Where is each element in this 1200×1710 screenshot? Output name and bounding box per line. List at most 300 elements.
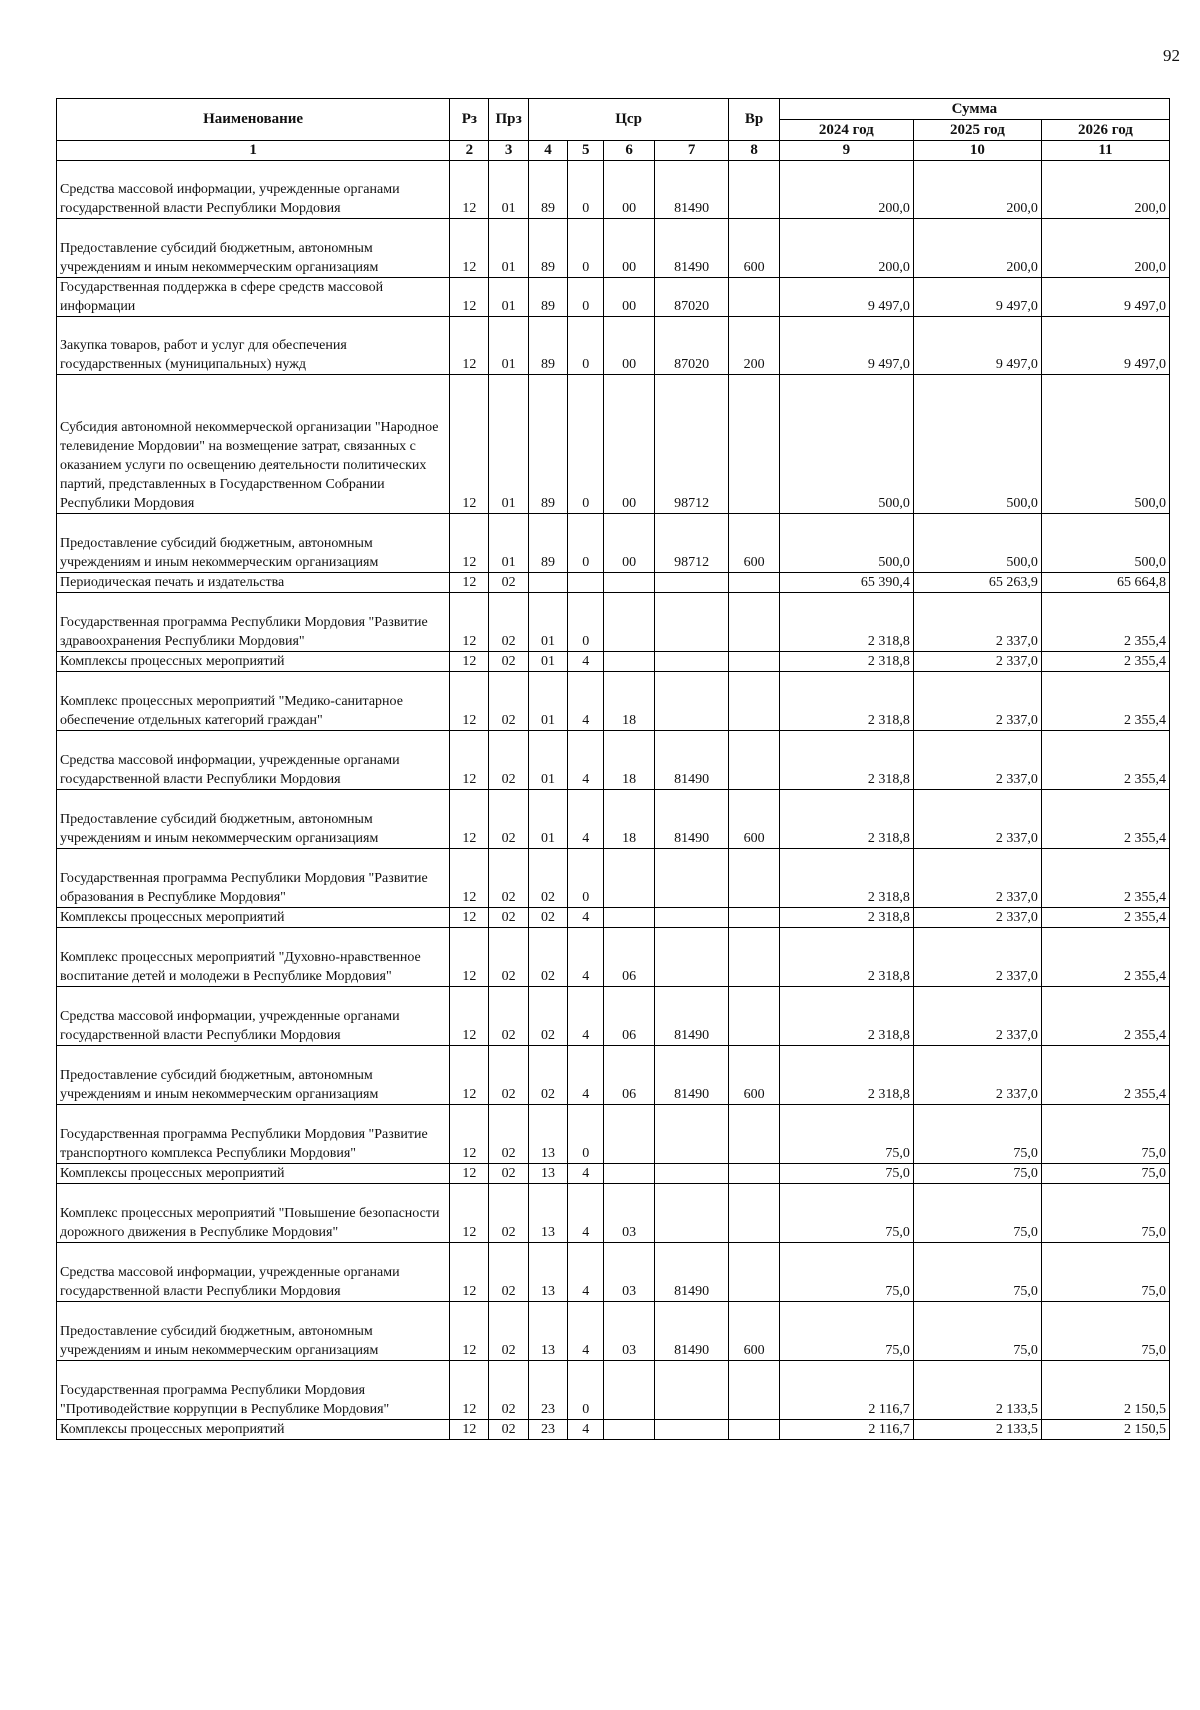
cell-csr-direction — [654, 849, 729, 908]
cell-prz: 02 — [489, 573, 528, 593]
row-name: Государственная поддержка в сфере средств массовой информации — [57, 278, 450, 317]
cell-csr-direction — [654, 1184, 729, 1243]
cell-csr-program: 13 — [528, 1105, 567, 1164]
cell-sum-2024: 2 318,8 — [779, 928, 913, 987]
column-number: 1 — [57, 141, 450, 161]
cell-rz: 12 — [450, 219, 489, 278]
cell-sum-2025: 2 337,0 — [913, 928, 1041, 987]
cell-vr — [729, 375, 779, 514]
row-name: Предоставление субсидий бюджетным, автономным учреждениям и иным некоммерческим организациям — [57, 1302, 450, 1361]
cell-sum-2026: 75,0 — [1041, 1184, 1169, 1243]
cell-sum-2026: 2 355,4 — [1041, 790, 1169, 849]
table-row — [57, 928, 1170, 987]
cell-rz: 12 — [450, 1184, 489, 1243]
table-row — [57, 1243, 1170, 1302]
cell-csr-group: 06 — [604, 928, 654, 987]
cell-sum-2024: 75,0 — [779, 1105, 913, 1164]
cell-csr-type: 0 — [568, 849, 604, 908]
cell-csr-direction: 87020 — [654, 317, 729, 375]
cell-csr-program — [528, 573, 567, 593]
cell-rz: 12 — [450, 573, 489, 593]
cell-sum-2025: 2 337,0 — [913, 849, 1041, 908]
column-numbers-row — [57, 141, 1170, 161]
column-number: 8 — [729, 141, 779, 161]
budget-table — [56, 98, 1170, 1440]
cell-csr-direction — [654, 593, 729, 652]
cell-csr-direction — [654, 928, 729, 987]
table-row — [57, 790, 1170, 849]
cell-sum-2025: 75,0 — [913, 1243, 1041, 1302]
cell-sum-2024: 2 318,8 — [779, 908, 913, 928]
cell-vr — [729, 1361, 779, 1420]
cell-prz: 02 — [489, 1164, 528, 1184]
cell-prz: 02 — [489, 652, 528, 672]
cell-rz: 12 — [450, 375, 489, 514]
table-row — [57, 908, 1170, 928]
cell-vr: 200 — [729, 317, 779, 375]
row-name: Средства массовой информации, учрежденные органами государственной власти Республики Мордовия — [57, 731, 450, 790]
cell-sum-2025: 9 497,0 — [913, 278, 1041, 317]
cell-csr-program: 89 — [528, 161, 567, 219]
column-number: 4 — [528, 141, 567, 161]
row-name: Комплексы процессных мероприятий — [57, 652, 450, 672]
cell-sum-2026: 2 355,4 — [1041, 1046, 1169, 1105]
header-sum: Сумма — [779, 99, 1169, 120]
table-row — [57, 278, 1170, 317]
cell-sum-2024: 2 318,8 — [779, 1046, 913, 1105]
cell-sum-2024: 2 116,7 — [779, 1420, 913, 1440]
cell-sum-2026: 9 497,0 — [1041, 317, 1169, 375]
cell-prz: 01 — [489, 514, 528, 573]
cell-vr — [729, 1184, 779, 1243]
row-name: Государственная программа Республики Мордовия "Развитие транспортного комплекса Республики Мордовия" — [57, 1105, 450, 1164]
cell-vr: 600 — [729, 1046, 779, 1105]
row-name: Средства массовой информации, учрежденные органами государственной власти Республики Мордовия — [57, 1243, 450, 1302]
cell-sum-2026: 2 355,4 — [1041, 908, 1169, 928]
cell-prz: 01 — [489, 161, 528, 219]
table-row — [57, 573, 1170, 593]
cell-csr-type: 0 — [568, 1361, 604, 1420]
cell-csr-direction — [654, 1105, 729, 1164]
cell-csr-type: 0 — [568, 514, 604, 573]
cell-sum-2026: 2 355,4 — [1041, 593, 1169, 652]
cell-csr-direction: 87020 — [654, 278, 729, 317]
cell-csr-program: 89 — [528, 514, 567, 573]
cell-csr-group: 06 — [604, 987, 654, 1046]
cell-sum-2025: 75,0 — [913, 1164, 1041, 1184]
cell-csr-direction: 98712 — [654, 375, 729, 514]
cell-csr-type: 0 — [568, 219, 604, 278]
cell-sum-2026: 9 497,0 — [1041, 278, 1169, 317]
cell-prz: 01 — [489, 278, 528, 317]
row-name: Комплекс процессных мероприятий "Духовно-нравственное воспитание детей и молодежи в Республике Мордовия" — [57, 928, 450, 987]
cell-sum-2026: 75,0 — [1041, 1243, 1169, 1302]
cell-sum-2024: 75,0 — [779, 1302, 913, 1361]
cell-rz: 12 — [450, 1164, 489, 1184]
cell-csr-program: 01 — [528, 790, 567, 849]
cell-csr-program: 13 — [528, 1184, 567, 1243]
cell-csr-group: 03 — [604, 1302, 654, 1361]
cell-csr-direction — [654, 1164, 729, 1184]
cell-csr-type: 0 — [568, 278, 604, 317]
cell-prz: 02 — [489, 593, 528, 652]
cell-csr-group — [604, 849, 654, 908]
cell-vr: 600 — [729, 514, 779, 573]
cell-rz: 12 — [450, 672, 489, 731]
cell-prz: 01 — [489, 317, 528, 375]
cell-csr-group: 03 — [604, 1243, 654, 1302]
cell-csr-group: 00 — [604, 278, 654, 317]
cell-sum-2024: 2 318,8 — [779, 731, 913, 790]
cell-csr-group — [604, 652, 654, 672]
cell-csr-group — [604, 1105, 654, 1164]
cell-rz: 12 — [450, 278, 489, 317]
cell-prz: 02 — [489, 1302, 528, 1361]
header-csr: Цср — [528, 99, 729, 141]
cell-sum-2026: 65 664,8 — [1041, 573, 1169, 593]
row-name: Государственная программа Республики Мордовия "Развитие здравоохранения Республики Мордовия" — [57, 593, 450, 652]
cell-sum-2024: 2 318,8 — [779, 672, 913, 731]
cell-csr-direction — [654, 1420, 729, 1440]
cell-sum-2025: 2 337,0 — [913, 731, 1041, 790]
cell-csr-direction: 81490 — [654, 219, 729, 278]
cell-sum-2025: 2 133,5 — [913, 1420, 1041, 1440]
cell-rz: 12 — [450, 849, 489, 908]
cell-sum-2025: 65 263,9 — [913, 573, 1041, 593]
cell-vr — [729, 908, 779, 928]
column-number: 3 — [489, 141, 528, 161]
cell-sum-2025: 2 337,0 — [913, 987, 1041, 1046]
cell-sum-2025: 2 133,5 — [913, 1361, 1041, 1420]
cell-vr: 600 — [729, 1302, 779, 1361]
header-vr: Вр — [729, 99, 779, 141]
header-rz: Рз — [450, 99, 489, 141]
cell-sum-2025: 2 337,0 — [913, 652, 1041, 672]
cell-csr-type: 4 — [568, 1302, 604, 1361]
cell-sum-2026: 500,0 — [1041, 514, 1169, 573]
cell-csr-type: 4 — [568, 731, 604, 790]
cell-csr-type: 4 — [568, 672, 604, 731]
cell-csr-direction: 81490 — [654, 1302, 729, 1361]
table-row — [57, 1420, 1170, 1440]
cell-csr-program: 89 — [528, 317, 567, 375]
cell-prz: 01 — [489, 219, 528, 278]
cell-prz: 02 — [489, 908, 528, 928]
cell-csr-direction: 81490 — [654, 1243, 729, 1302]
cell-csr-type: 4 — [568, 1243, 604, 1302]
cell-sum-2024: 75,0 — [779, 1164, 913, 1184]
row-name: Предоставление субсидий бюджетным, автономным учреждениям и иным некоммерческим организациям — [57, 219, 450, 278]
cell-csr-program: 02 — [528, 908, 567, 928]
cell-csr-type: 0 — [568, 1105, 604, 1164]
cell-sum-2026: 200,0 — [1041, 161, 1169, 219]
header-year-2025: 2025 год — [913, 120, 1041, 141]
header-prz: Прз — [489, 99, 528, 141]
cell-csr-type — [568, 573, 604, 593]
table-row — [57, 731, 1170, 790]
table-row — [57, 317, 1170, 375]
cell-sum-2026: 2 150,5 — [1041, 1361, 1169, 1420]
cell-sum-2024: 2 116,7 — [779, 1361, 913, 1420]
cell-sum-2024: 500,0 — [779, 375, 913, 514]
cell-csr-direction: 98712 — [654, 514, 729, 573]
cell-vr: 600 — [729, 790, 779, 849]
cell-csr-program: 02 — [528, 928, 567, 987]
cell-vr — [729, 1105, 779, 1164]
table-row — [57, 1046, 1170, 1105]
cell-rz: 12 — [450, 317, 489, 375]
cell-vr — [729, 161, 779, 219]
cell-sum-2024: 2 318,8 — [779, 652, 913, 672]
row-name: Субсидия автономной некоммерческой организации "Народное телевидение Мордовии" на возмещение затрат, связанных с оказанием услуги по освещению деятельности политических партий, представленных в Государственном Собрании Республики Мордовия — [57, 375, 450, 514]
cell-sum-2025: 500,0 — [913, 514, 1041, 573]
cell-sum-2025: 75,0 — [913, 1302, 1041, 1361]
cell-rz: 12 — [450, 1420, 489, 1440]
cell-vr — [729, 1243, 779, 1302]
row-name: Комплексы процессных мероприятий — [57, 1420, 450, 1440]
table-row — [57, 987, 1170, 1046]
cell-sum-2024: 65 390,4 — [779, 573, 913, 593]
table-row — [57, 375, 1170, 514]
cell-rz: 12 — [450, 161, 489, 219]
cell-csr-group: 00 — [604, 219, 654, 278]
cell-sum-2026: 2 355,4 — [1041, 652, 1169, 672]
cell-csr-group: 18 — [604, 790, 654, 849]
cell-csr-group: 03 — [604, 1184, 654, 1243]
cell-csr-type: 0 — [568, 375, 604, 514]
cell-csr-direction — [654, 672, 729, 731]
cell-sum-2026: 2 355,4 — [1041, 672, 1169, 731]
table-row — [57, 219, 1170, 278]
cell-csr-direction — [654, 1361, 729, 1420]
cell-sum-2024: 75,0 — [779, 1243, 913, 1302]
cell-csr-program: 02 — [528, 849, 567, 908]
cell-csr-direction — [654, 908, 729, 928]
table-row — [57, 1164, 1170, 1184]
cell-csr-group — [604, 1420, 654, 1440]
cell-sum-2025: 500,0 — [913, 375, 1041, 514]
cell-sum-2026: 2 355,4 — [1041, 928, 1169, 987]
cell-sum-2025: 2 337,0 — [913, 908, 1041, 928]
cell-vr — [729, 652, 779, 672]
cell-prz: 02 — [489, 731, 528, 790]
row-name: Предоставление субсидий бюджетным, автономным учреждениям и иным некоммерческим организациям — [57, 790, 450, 849]
cell-vr — [729, 1420, 779, 1440]
cell-csr-type: 0 — [568, 593, 604, 652]
column-number: 10 — [913, 141, 1041, 161]
cell-rz: 12 — [450, 731, 489, 790]
cell-sum-2025: 2 337,0 — [913, 593, 1041, 652]
cell-prz: 02 — [489, 1184, 528, 1243]
cell-prz: 02 — [489, 987, 528, 1046]
cell-csr-program: 01 — [528, 672, 567, 731]
cell-sum-2025: 9 497,0 — [913, 317, 1041, 375]
table-row — [57, 514, 1170, 573]
cell-prz: 02 — [489, 672, 528, 731]
table-row — [57, 849, 1170, 908]
cell-csr-direction: 81490 — [654, 1046, 729, 1105]
cell-csr-program: 01 — [528, 593, 567, 652]
header-year-2026: 2026 год — [1041, 120, 1169, 141]
cell-csr-program: 89 — [528, 219, 567, 278]
cell-csr-direction: 81490 — [654, 790, 729, 849]
column-number: 9 — [779, 141, 913, 161]
cell-csr-type: 4 — [568, 1164, 604, 1184]
cell-prz: 02 — [489, 1046, 528, 1105]
cell-sum-2026: 2 355,4 — [1041, 987, 1169, 1046]
cell-sum-2025: 2 337,0 — [913, 672, 1041, 731]
cell-rz: 12 — [450, 1243, 489, 1302]
cell-csr-type: 4 — [568, 1046, 604, 1105]
cell-prz: 02 — [489, 1420, 528, 1440]
row-name: Закупка товаров, работ и услуг для обеспечения государственных (муниципальных) нужд — [57, 317, 450, 375]
cell-csr-group: 06 — [604, 1046, 654, 1105]
cell-sum-2026: 2 355,4 — [1041, 849, 1169, 908]
header-name: Наименование — [57, 99, 450, 141]
cell-rz: 12 — [450, 593, 489, 652]
table-body — [57, 161, 1170, 1440]
row-name: Комплекс процессных мероприятий "Повышение безопасности дорожного движения в Республике Мордовия" — [57, 1184, 450, 1243]
cell-sum-2024: 2 318,8 — [779, 849, 913, 908]
cell-csr-group: 18 — [604, 672, 654, 731]
cell-csr-group: 00 — [604, 375, 654, 514]
row-name: Средства массовой информации, учрежденные органами государственной власти Республики Мордовия — [57, 161, 450, 219]
row-name: Предоставление субсидий бюджетным, автономным учреждениям и иным некоммерческим организациям — [57, 1046, 450, 1105]
cell-csr-type: 4 — [568, 908, 604, 928]
row-name: Предоставление субсидий бюджетным, автономным учреждениям и иным некоммерческим организациям — [57, 514, 450, 573]
cell-csr-type: 4 — [568, 987, 604, 1046]
cell-csr-type: 4 — [568, 790, 604, 849]
cell-sum-2025: 2 337,0 — [913, 1046, 1041, 1105]
cell-csr-direction — [654, 652, 729, 672]
cell-csr-group — [604, 1361, 654, 1420]
cell-csr-group — [604, 593, 654, 652]
cell-sum-2025: 75,0 — [913, 1184, 1041, 1243]
cell-csr-type: 4 — [568, 1184, 604, 1243]
cell-csr-direction: 81490 — [654, 161, 729, 219]
cell-rz: 12 — [450, 1046, 489, 1105]
cell-sum-2024: 200,0 — [779, 219, 913, 278]
cell-rz: 12 — [450, 1105, 489, 1164]
cell-sum-2026: 75,0 — [1041, 1302, 1169, 1361]
cell-vr — [729, 928, 779, 987]
cell-sum-2024: 200,0 — [779, 161, 913, 219]
cell-csr-program: 13 — [528, 1243, 567, 1302]
cell-csr-group — [604, 1164, 654, 1184]
cell-prz: 02 — [489, 849, 528, 908]
cell-sum-2025: 75,0 — [913, 1105, 1041, 1164]
cell-csr-group: 00 — [604, 317, 654, 375]
cell-rz: 12 — [450, 987, 489, 1046]
cell-csr-program: 89 — [528, 278, 567, 317]
cell-sum-2024: 9 497,0 — [779, 317, 913, 375]
column-number: 2 — [450, 141, 489, 161]
cell-sum-2025: 200,0 — [913, 219, 1041, 278]
cell-sum-2024: 2 318,8 — [779, 987, 913, 1046]
cell-sum-2024: 500,0 — [779, 514, 913, 573]
cell-sum-2026: 500,0 — [1041, 375, 1169, 514]
cell-vr — [729, 672, 779, 731]
table-row — [57, 1361, 1170, 1420]
cell-csr-program: 13 — [528, 1302, 567, 1361]
cell-csr-group: 18 — [604, 731, 654, 790]
cell-vr — [729, 849, 779, 908]
cell-sum-2026: 2 355,4 — [1041, 731, 1169, 790]
cell-vr — [729, 278, 779, 317]
cell-csr-group: 00 — [604, 514, 654, 573]
cell-vr — [729, 593, 779, 652]
table-row — [57, 1105, 1170, 1164]
cell-prz: 02 — [489, 1243, 528, 1302]
row-name: Комплексы процессных мероприятий — [57, 908, 450, 928]
column-number: 5 — [568, 141, 604, 161]
cell-prz: 02 — [489, 1361, 528, 1420]
row-name: Средства массовой информации, учрежденные органами государственной власти Республики Мордовия — [57, 987, 450, 1046]
row-name: Комплексы процессных мероприятий — [57, 1164, 450, 1184]
cell-prz: 01 — [489, 375, 528, 514]
cell-csr-direction: 81490 — [654, 731, 729, 790]
table-row — [57, 593, 1170, 652]
cell-csr-program: 89 — [528, 375, 567, 514]
row-name: Периодическая печать и издательства — [57, 573, 450, 593]
cell-csr-type: 0 — [568, 161, 604, 219]
cell-sum-2026: 75,0 — [1041, 1105, 1169, 1164]
cell-vr — [729, 573, 779, 593]
cell-csr-type: 4 — [568, 928, 604, 987]
row-name: Государственная программа Республики Мордовия "Развитие образования в Республике Мордовия" — [57, 849, 450, 908]
cell-sum-2025: 2 337,0 — [913, 790, 1041, 849]
table-row — [57, 1302, 1170, 1361]
cell-sum-2026: 200,0 — [1041, 219, 1169, 278]
cell-vr — [729, 731, 779, 790]
column-number: 6 — [604, 141, 654, 161]
table-row — [57, 161, 1170, 219]
cell-sum-2025: 200,0 — [913, 161, 1041, 219]
cell-csr-program: 02 — [528, 987, 567, 1046]
table-row — [57, 1184, 1170, 1243]
cell-rz: 12 — [450, 928, 489, 987]
cell-vr: 600 — [729, 219, 779, 278]
cell-prz: 02 — [489, 928, 528, 987]
cell-sum-2026: 75,0 — [1041, 1164, 1169, 1184]
table-row — [57, 652, 1170, 672]
cell-rz: 12 — [450, 790, 489, 849]
cell-csr-program: 02 — [528, 1046, 567, 1105]
cell-rz: 12 — [450, 652, 489, 672]
cell-csr-group — [604, 908, 654, 928]
cell-sum-2024: 2 318,8 — [779, 593, 913, 652]
cell-sum-2024: 9 497,0 — [779, 278, 913, 317]
cell-rz: 12 — [450, 1361, 489, 1420]
cell-rz: 12 — [450, 1302, 489, 1361]
cell-sum-2024: 75,0 — [779, 1184, 913, 1243]
cell-csr-type: 4 — [568, 1420, 604, 1440]
header-year-2024: 2024 год — [779, 120, 913, 141]
cell-csr-group: 00 — [604, 161, 654, 219]
column-number: 7 — [654, 141, 729, 161]
cell-csr-group — [604, 573, 654, 593]
cell-prz: 02 — [489, 1105, 528, 1164]
cell-csr-type: 4 — [568, 652, 604, 672]
cell-csr-program: 13 — [528, 1164, 567, 1184]
cell-vr — [729, 987, 779, 1046]
row-name: Государственная программа Республики Мордовия "Противодействие коррупции в Республике Мордовия" — [57, 1361, 450, 1420]
cell-csr-program: 23 — [528, 1420, 567, 1440]
cell-csr-direction: 81490 — [654, 987, 729, 1046]
cell-sum-2024: 2 318,8 — [779, 790, 913, 849]
cell-csr-program: 23 — [528, 1361, 567, 1420]
cell-csr-type: 0 — [568, 317, 604, 375]
